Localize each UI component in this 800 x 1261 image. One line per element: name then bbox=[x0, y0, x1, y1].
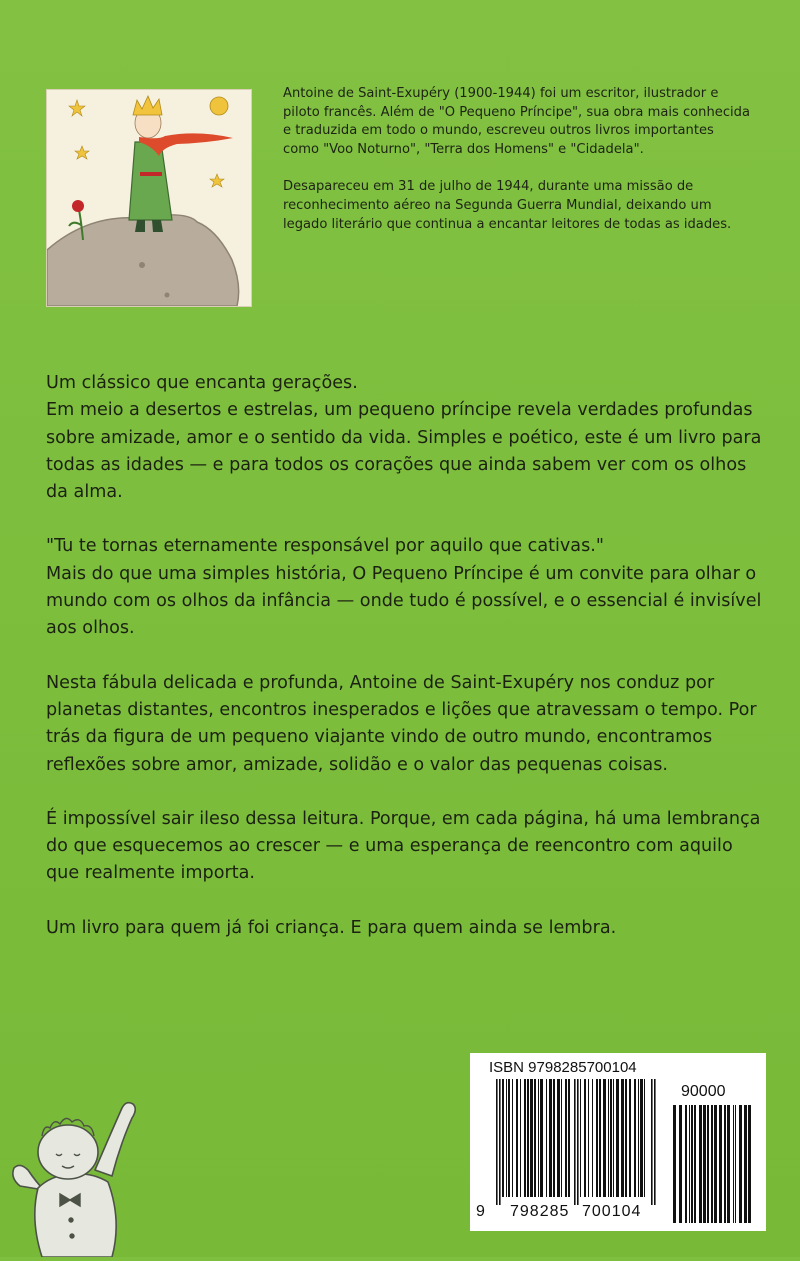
price-code: 90000 bbox=[681, 1083, 726, 1100]
barcode-bar bbox=[534, 1079, 536, 1197]
barcode-bar bbox=[703, 1105, 706, 1223]
isbn-barcode bbox=[470, 1053, 766, 1231]
barcode-bar bbox=[699, 1105, 702, 1223]
barcode-bar bbox=[520, 1079, 521, 1197]
little-prince-sketch-icon bbox=[0, 1090, 150, 1257]
blurb-paragraph bbox=[46, 370, 766, 506]
barcode-bar bbox=[561, 1079, 562, 1197]
barcode-bar bbox=[629, 1079, 631, 1197]
barcode-digits-left: 798285 bbox=[510, 1203, 570, 1220]
barcode-bar bbox=[638, 1079, 639, 1197]
barcode-bar bbox=[588, 1079, 589, 1197]
barcode-bar bbox=[616, 1079, 619, 1197]
barcode-bar bbox=[634, 1079, 636, 1197]
barcode-bar bbox=[640, 1079, 643, 1197]
barcode-bar bbox=[565, 1079, 567, 1197]
barcode-bar bbox=[654, 1079, 656, 1205]
blurb-paragraph: Nesta fábula delicada e profunda, Antoine de Saint-Exupéry nos conduz por planetas distantes, encontros inesperados e lições que atravessam o tempo. Por trás da figura de um pequeno viajante vindo de outro mundo, encontramos reflexões sobre amor, amizade, solidão e o valor das pequenas coisas. bbox=[46, 672, 757, 775]
barcode-bar bbox=[592, 1079, 593, 1197]
author-bio-paragraph: Desapareceu em 31 de julho de 1944, durante uma missão de reconhecimento aéreo na Segunda Guerra Mundial, deixando um legado literário que continua a encantar leitores de todas as idades. bbox=[283, 179, 732, 232]
little-prince-illustration-icon bbox=[47, 90, 251, 306]
barcode-bar bbox=[714, 1105, 717, 1223]
barcode-bar bbox=[557, 1079, 560, 1197]
barcode-bar bbox=[679, 1105, 682, 1223]
barcode-bar bbox=[748, 1105, 751, 1223]
blurb-paragraph bbox=[46, 533, 766, 642]
barcode-bar bbox=[506, 1079, 507, 1197]
barcode-bar bbox=[496, 1079, 498, 1205]
barcode-digits-right: 700104 bbox=[582, 1203, 642, 1220]
barcode-bar bbox=[707, 1105, 709, 1223]
barcode-bar bbox=[599, 1079, 601, 1197]
blurb-text: Em meio a desertos e estrelas, um pequeno príncipe revela verdades profundas sobre amizade, amor e o sentido da vida. Simples e poético, este é um livro para todas as idades — e para todos os corações que ainda sabem ver com os olhos da alma. bbox=[46, 400, 762, 503]
author-bio bbox=[283, 85, 753, 253]
barcode-bar bbox=[711, 1105, 713, 1223]
barcode-bar bbox=[603, 1079, 606, 1197]
little-prince-illustration bbox=[46, 89, 252, 307]
book-blurb bbox=[46, 370, 766, 969]
barcode-bar bbox=[739, 1105, 742, 1223]
barcode-bar bbox=[651, 1079, 653, 1205]
isbn-label: ISBN 9798285700104 bbox=[489, 1059, 637, 1076]
barcode-bar bbox=[568, 1079, 570, 1197]
barcode-bar bbox=[608, 1079, 609, 1197]
barcode-bar bbox=[733, 1105, 734, 1223]
barcode-bar bbox=[516, 1079, 518, 1197]
barcode-bar bbox=[502, 1079, 504, 1197]
barcode-bar bbox=[524, 1079, 526, 1197]
barcode-bar bbox=[719, 1105, 722, 1223]
barcode-bar bbox=[596, 1079, 598, 1197]
barcode-bar bbox=[727, 1105, 730, 1223]
blurb-text: Mais do que uma simples história, O Pequeno Príncipe é um convite para olhar o mundo com os olhos da infância — onde tudo é possível, e o essencial é invisível aos olhos. bbox=[46, 563, 762, 639]
author-bio-paragraph: Antoine de Saint-Exupéry (1900-1944) foi um escritor, ilustrador e piloto francês. Além de "O Pequeno Príncipe", sua obra mais conhecida e traduzida em todo o mundo, escreveu outros livros importantes como "Voo Noturno", "Terra dos Homens" e "Cidadela". bbox=[283, 86, 751, 157]
barcode-bar bbox=[512, 1079, 513, 1197]
barcode-bar bbox=[724, 1105, 726, 1223]
barcode-bar bbox=[508, 1079, 510, 1197]
barcode-bar bbox=[685, 1105, 687, 1223]
barcode-bar bbox=[577, 1079, 579, 1205]
barcode-bar bbox=[691, 1105, 693, 1223]
barcode-bar bbox=[689, 1105, 690, 1223]
blurb-paragraph: É impossível sair ileso dessa leitura. Porque, em cada página, há uma lembrança do que esquecemos ao crescer — e uma esperança de reencontro com aquilo que realmente importa. bbox=[46, 808, 761, 884]
barcode-bar bbox=[553, 1079, 555, 1197]
barcode-bar bbox=[613, 1079, 614, 1197]
barcode-bar bbox=[673, 1105, 676, 1223]
barcode-bar bbox=[621, 1079, 624, 1197]
barcode-bar bbox=[540, 1079, 543, 1197]
blurb-closing: Um livro para quem já foi criança. E para quem ainda se lembra. bbox=[46, 917, 617, 938]
barcode-bar bbox=[625, 1079, 627, 1197]
blurb-quote: "Tu te tornas eternamente responsável por aquilo que cativas." bbox=[46, 536, 604, 557]
barcode-bar bbox=[580, 1079, 581, 1197]
barcode-bar bbox=[584, 1079, 586, 1197]
barcode-bar bbox=[527, 1079, 529, 1197]
barcode-digit-first: 9 bbox=[476, 1203, 486, 1220]
barcode-bar bbox=[538, 1079, 539, 1197]
barcode-bar bbox=[735, 1105, 736, 1223]
barcode-bar bbox=[574, 1079, 576, 1205]
barcode-bar bbox=[744, 1105, 747, 1223]
barcode-bar bbox=[610, 1079, 612, 1197]
barcode-bar bbox=[694, 1105, 696, 1223]
barcode-bar bbox=[546, 1079, 547, 1197]
blurb-tagline: Um clássico que encanta gerações. bbox=[46, 373, 358, 393]
barcode-bar bbox=[549, 1079, 552, 1197]
barcode-bar bbox=[644, 1079, 645, 1197]
barcode-bar bbox=[499, 1079, 501, 1205]
barcode-bar bbox=[530, 1079, 533, 1197]
